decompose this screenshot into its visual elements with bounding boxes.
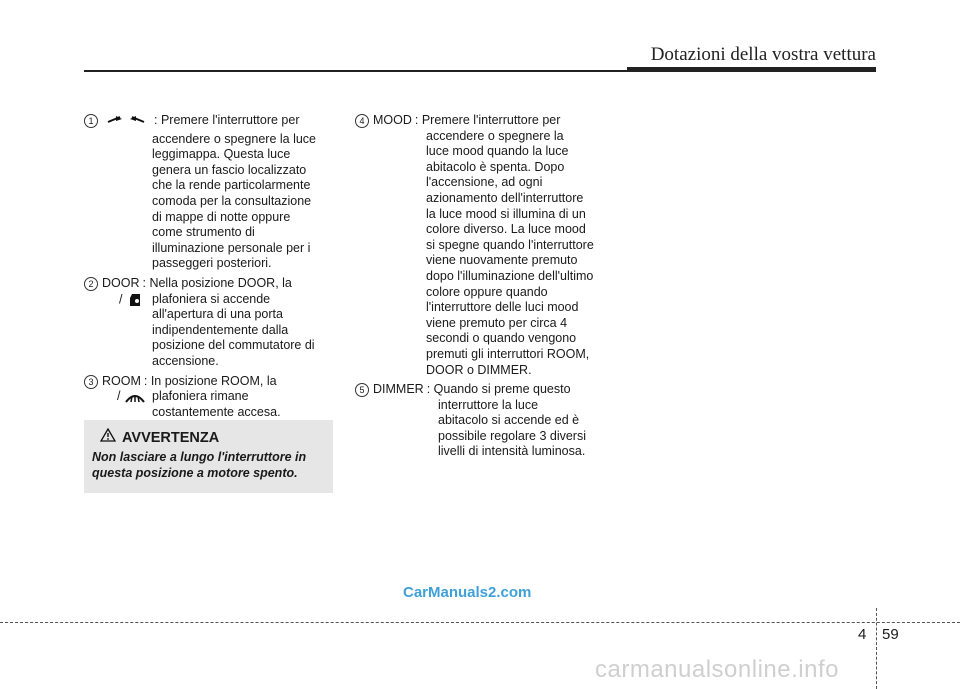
desc-line: l'interruttore delle luci mood	[426, 300, 579, 315]
room-lamp-icon	[124, 389, 146, 403]
item-first-line: : Premere l'interruttore per	[414, 113, 561, 127]
desc-line: leggimappa. Questa luce	[152, 147, 291, 162]
slash-separator: /	[117, 389, 121, 404]
desc-line: plafoniera si accende	[152, 291, 271, 306]
warning-triangle-icon	[100, 428, 116, 447]
desc-line: viene premuto per circa 4	[426, 315, 568, 330]
desc-line: possibile regolare 3 diversi	[438, 428, 586, 443]
item-label: DIMMER	[373, 382, 424, 397]
desc-line: DOOR o DIMMER.	[426, 362, 532, 377]
desc-line: accensione.	[152, 353, 219, 368]
item-map-lamp	[84, 113, 334, 272]
desc-line: accendere o spegnere la	[426, 128, 564, 143]
warning-box	[84, 420, 333, 493]
item-mood	[355, 113, 605, 378]
desc-line: azionamento dell'interruttore	[426, 190, 584, 205]
header-rule-accent	[627, 67, 876, 72]
desc-line: premuti gli interruttori ROOM,	[426, 346, 590, 361]
item-number: 4	[355, 114, 369, 128]
warning-text: Non lasciare a lungo l'interruttore in questa posizione a motore spento.	[92, 450, 307, 480]
desc-line: livelli di intensità luminosa.	[438, 444, 586, 459]
item-room	[84, 374, 334, 421]
desc-line: illuminazione personale per i	[152, 240, 311, 255]
site-watermark: carmanualsonline.info	[595, 656, 839, 683]
right-column	[355, 113, 605, 464]
desc-line: abitacolo si accende ed è	[438, 413, 580, 428]
item-number: 5	[355, 383, 369, 397]
left-column	[84, 113, 334, 424]
desc-line: viene nuovamente premuto	[426, 253, 578, 268]
header-rule	[84, 70, 627, 72]
desc-line: posizione del commutatore di	[152, 338, 315, 353]
map-lamp-icon	[102, 113, 154, 132]
desc-line: all'apertura di una porta	[152, 307, 283, 322]
desc-line: luce mood quando la luce	[426, 144, 569, 159]
desc-line: comoda per la consultazione	[152, 193, 312, 208]
warning-title: AVVERTENZA	[122, 429, 220, 446]
item-first-line: : Quando si preme questo	[426, 382, 571, 397]
desc-line: interruttore la luce	[438, 397, 539, 412]
watermark-link[interactable]: CarManuals2.com	[403, 584, 532, 601]
item-first-line: : In posizione ROOM, la	[143, 373, 277, 388]
chapter-number: 4	[858, 626, 867, 643]
item-label: DOOR	[102, 275, 140, 290]
desc-line: costantemente accesa.	[152, 404, 281, 419]
slash-separator: /	[119, 291, 123, 306]
footer-rule	[0, 622, 960, 623]
item-first-line: : Nella posizione DOOR, la	[142, 275, 292, 290]
item-dimmer	[355, 382, 605, 460]
item-number: 3	[84, 375, 98, 389]
desc-line: l'accensione, ad ogni	[426, 175, 543, 190]
item-number: 1	[84, 114, 98, 128]
desc-line: accendere o spegnere la luce	[152, 131, 317, 146]
page-header-title: Dotazioni della vostra vettura	[650, 44, 876, 65]
footer-divider	[876, 608, 877, 689]
desc-line: colore oppure quando	[426, 284, 548, 299]
desc-line: si spegne quando l'interruttore	[426, 237, 594, 252]
desc-line: secondi o quando vengono	[426, 331, 577, 346]
item-door	[84, 276, 334, 370]
desc-line: come strumento di	[152, 225, 255, 240]
desc-line: che la rende particolarmente	[152, 178, 311, 193]
desc-line: genera un fascio localizzato	[152, 162, 307, 177]
desc-line: di mappe di notte oppure	[152, 209, 291, 224]
desc-line: colore diverso. La luce mood	[426, 222, 586, 237]
item-first-line: : Premere l'interruttore per	[154, 113, 300, 127]
item-label: ROOM	[102, 373, 141, 388]
desc-line: dopo l'illuminazione dell'ultimo	[426, 268, 594, 283]
desc-line: passeggeri posteriori.	[152, 256, 272, 271]
page-number: 59	[882, 626, 899, 643]
item-label: MOOD	[373, 113, 412, 127]
desc-line: la luce mood si illumina di un	[426, 206, 586, 221]
desc-line: indipendentemente dalla	[152, 322, 289, 337]
desc-line: plafoniera rimane	[152, 389, 249, 404]
desc-line: abitacolo è spenta. Dopo	[426, 159, 565, 174]
item-number: 2	[84, 277, 98, 291]
door-lamp-icon	[126, 292, 146, 306]
